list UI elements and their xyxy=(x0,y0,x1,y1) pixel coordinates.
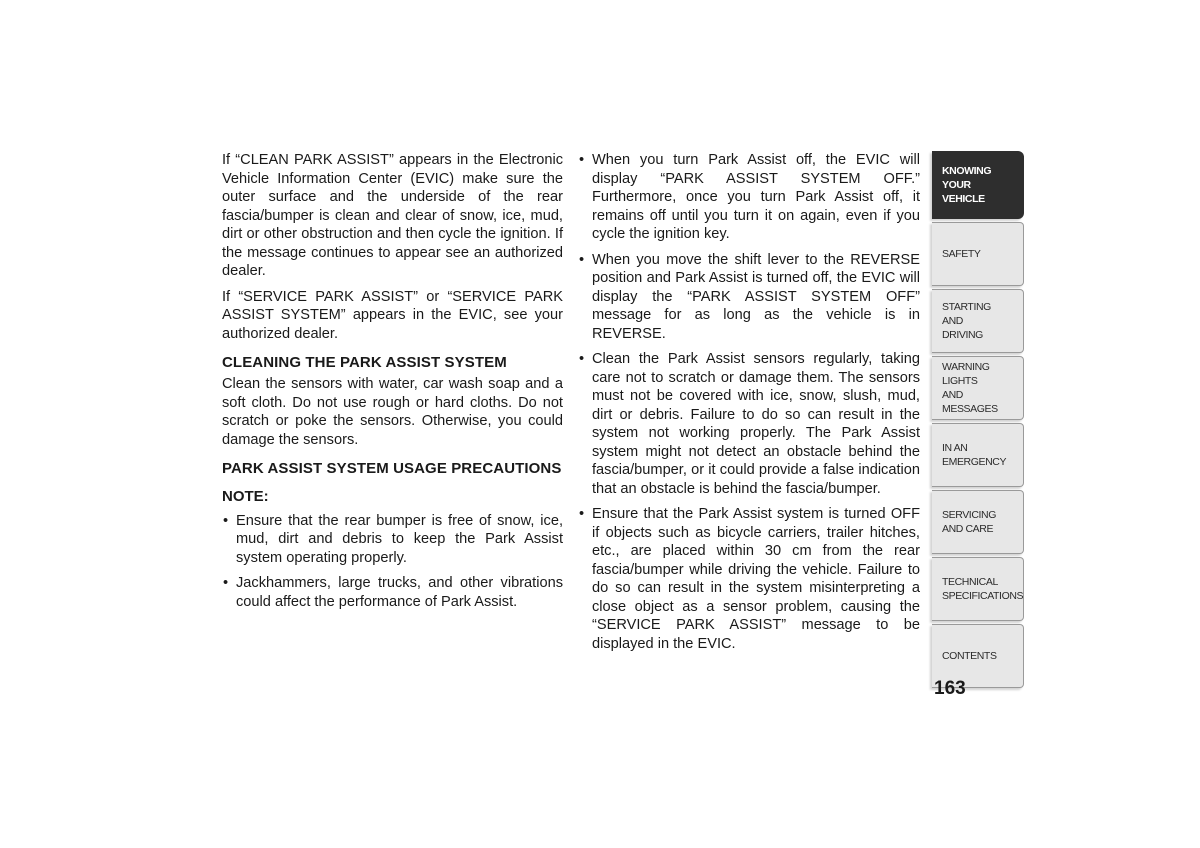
tab-warning-lights[interactable] xyxy=(932,356,1024,420)
tab-label: WARNING LIGHTS AND MESSAGES xyxy=(942,361,998,415)
section-tabs xyxy=(932,151,1024,691)
right-bullet-list xyxy=(578,151,920,653)
precautions-heading: PARK ASSIST SYSTEM USAGE PRECAUTIONS xyxy=(222,460,562,477)
tab-starting-and-driving[interactable] xyxy=(932,289,1024,353)
clean-park-assist-paragraph: If “CLEAN PARK ASSIST” appears in the Electronic Vehicle Information Center (EVIC) make sure the outer surface and the underside of the rear fascia/bumper is clean and clear of snow, ice, mud, dirt or other obstruction and then cycle the ignition. If the message continues to appear see an authorized dealer. xyxy=(222,152,563,279)
left-bullet-list xyxy=(222,512,563,612)
list-item: • When you move the shift lever to the REVERSE position and Park Assist is turned off, the EVIC will display the “PARK ASSIST SYSTEM OFF” message for as long as the vehicle is in REVERSE. xyxy=(578,251,920,344)
tab-label: IN AN EMERGENCY xyxy=(942,442,1007,468)
service-park-assist-paragraph: If “SERVICE PARK ASSIST” or “SERVICE PARK ASSIST SYSTEM” appears in the EVIC, see your authorized dealer. xyxy=(222,288,563,342)
list-item: • Ensure that the rear bumper is free of snow, ice, mud, dirt and debris to keep the Park Assist system operating properly. xyxy=(222,512,563,568)
tab-technical-specifications[interactable] xyxy=(932,557,1024,621)
list-item: • When you turn Park Assist off, the EVIC will display “PARK ASSIST SYSTEM OFF.” Furthermore, once you turn Park Assist off, it remains off until you turn it on again, even if you cycle the ignition key. xyxy=(578,151,920,244)
tab-knowing-your-vehicle[interactable] xyxy=(932,151,1024,219)
list-item: • Jackhammers, large trucks, and other vibrations could affect the performance of Park Assist. xyxy=(222,574,563,611)
tab-label: CONTENTS xyxy=(942,650,997,662)
right-column xyxy=(578,151,920,660)
tab-in-an-emergency[interactable] xyxy=(932,423,1024,487)
left-column xyxy=(222,151,563,618)
tab-label: STARTING AND DRIVING xyxy=(942,301,991,341)
list-item: • Ensure that the Park Assist system is turned OFF if objects such as bicycle carriers, trailer hitches, etc., are placed within 30 cm from the rear fascia/bumper while driving the vehicle. Failure to do so can result in the system misinterpreting a close object as a sensor problem, causing the “SERVICE PARK ASSIST” message to be displayed in the EVIC. xyxy=(578,505,920,653)
tab-label: SERVICING AND CARE xyxy=(942,509,996,535)
tab-label: SAFETY xyxy=(942,248,981,260)
tab-label: KNOWING YOUR VEHICLE xyxy=(942,165,992,205)
tab-servicing-and-care[interactable] xyxy=(932,490,1024,554)
note-label: NOTE: xyxy=(222,488,269,505)
page-number: 163 xyxy=(934,678,966,699)
tab-safety[interactable] xyxy=(932,222,1024,286)
tab-label: TECHNICAL SPECIFICATIONS xyxy=(942,576,1024,602)
cleaning-paragraph: Clean the sensors with water, car wash soap and a soft cloth. Do not use rough or hard cloths. Do not scratch or poke the sensors. Otherwise, you could damage the sensors. xyxy=(222,376,563,448)
cleaning-heading: CLEANING THE PARK ASSIST SYSTEM xyxy=(222,354,507,371)
list-item: • Clean the Park Assist sensors regularly, taking care not to scratch or damage them. The sensors must not be covered with ice, snow, slush, mud, dirt or debris. Failure to do so can result in the system not working properly. The Park Assist system might not detect an obstacle behind the fascia/bumper, or it could provide a false indication that an obstacle is behind the fascia/bumper. xyxy=(578,350,920,498)
